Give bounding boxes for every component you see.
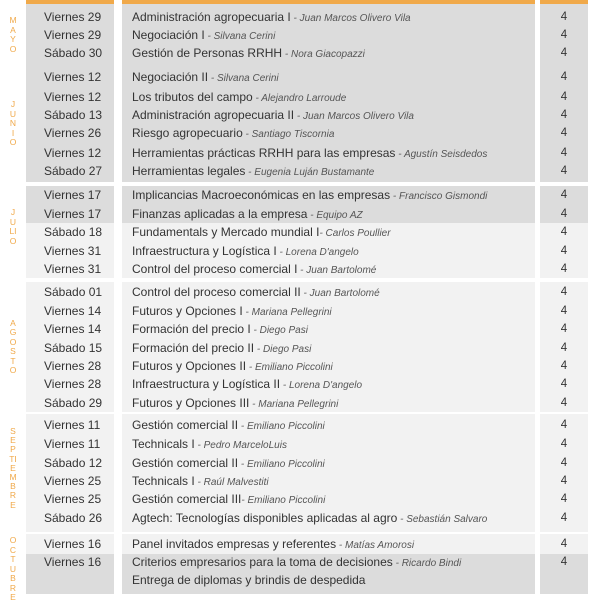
subject-title: Agtech: Tecnologías disponibles aplicadas al agro [132,511,398,525]
schedule-row [0,416,600,434]
session-topic [132,186,487,206]
subject-title: Administración agropecuaria I [132,10,291,24]
teacher-name: Emiliano Piccolini [246,459,325,470]
session-date: Viernes 12 [44,90,102,104]
subject-title: Riesgo agropecuario [132,126,243,140]
teacher-separator: - [282,49,291,60]
session-hours: 4 [560,556,568,568]
teacher-name: Ricardo Bindi [401,558,462,569]
schedule-row [0,490,600,508]
teacher-name: Emiliano Piccolini [254,362,333,373]
schedule-row [0,260,600,278]
teacher-name: Raúl Malvestiti [203,477,269,488]
session-topic [132,320,308,340]
subject-title: Administración agropecuaria II [132,108,295,122]
subject-title: Los tributos del campo [132,90,253,104]
subject-title: Negociación I [132,28,205,42]
subject-title: Infraestructura y Logística II [132,377,281,391]
session-date: Viernes 31 [44,244,102,258]
schedule-row [0,535,600,553]
teacher-separator: - [297,265,307,276]
session-hours: 4 [560,457,568,469]
session-date: Sábado 26 [44,511,103,525]
session-topic [132,535,414,555]
session-date: Viernes 28 [44,359,102,373]
month-label: AGOSTO [9,318,17,375]
teacher-name: Eugenia Luján Bustamante [254,167,375,178]
schedule-row [0,124,600,142]
teacher-separator: - [254,344,263,355]
session-hours: 4 [560,419,568,431]
teacher-name: Lorena D'angelo [288,380,363,391]
session-topic [132,394,338,414]
session-topic [132,490,325,510]
teacher-name: Juan Marcos Olivero Vila [302,111,414,122]
teacher-separator: - [300,288,310,299]
subject-title: Gestión comercial III [132,492,242,506]
session-date: Viernes 11 [44,418,101,432]
session-date: Viernes 17 [44,188,102,202]
schedule-row [0,454,600,472]
schedule-row [0,88,600,106]
schedule-row [0,472,600,490]
session-hours: 4 [560,91,568,103]
teacher-separator: - [242,307,252,318]
subject-title: Technicals I [132,474,195,488]
session-topic [132,302,332,322]
teacher-separator: - [245,167,255,178]
teacher-separator: - [307,210,317,221]
teacher-separator: - [252,93,262,104]
session-date: Viernes 16 [44,537,102,551]
teacher-separator: - [242,129,252,140]
session-topic [132,339,311,359]
teacher-name: Carlos Poullier [325,228,391,239]
teacher-name: Sebastián Salvaro [406,514,488,525]
month-label: JULIO [9,208,17,246]
session-topic [132,571,365,589]
subject-title: Futuros y Opciones III [132,396,250,410]
schedule-row [0,509,600,527]
subject-title: Control del proceso comercial II [132,285,301,299]
subject-title: Fundamentals y Mercado mundial I [132,225,320,239]
session-topic [132,162,374,182]
schedule-row [0,357,600,375]
teacher-name: Silvana Cerini [216,73,279,84]
schedule-row [0,339,600,357]
schedule-row [0,571,600,589]
session-date: Viernes 11 [44,437,101,451]
subject-title: Entrega de diplomas y brindis de despedida [132,573,366,587]
session-hours: 4 [560,263,568,275]
session-hours: 4 [560,47,568,59]
teacher-separator: - [204,31,214,42]
session-hours: 4 [560,226,568,238]
session-date: Viernes 31 [44,262,102,276]
session-hours: 4 [560,11,568,23]
session-topic [132,106,414,126]
subject-title: Formación del precio I [132,322,251,336]
session-date: Sábado 13 [44,108,103,122]
session-hours: 4 [560,29,568,41]
schedule-row [0,8,600,26]
schedule-row [0,223,600,241]
session-hours: 4 [560,512,568,524]
session-hours: 4 [560,147,568,159]
teacher-name: Agustín Seisdedos [403,149,488,160]
teacher-separator: - [290,13,300,24]
teacher-separator: - [238,459,247,470]
session-date: Sábado 12 [44,456,103,470]
session-hours: 4 [560,360,568,372]
session-topic [132,260,376,280]
teacher-separator: - [208,73,217,84]
session-hours: 4 [560,71,568,83]
teacher-name: Pedro MarceloLuis [203,440,287,451]
month-label: OCTUBRE [9,536,17,600]
teacher-separator: - [280,380,289,391]
teacher-name: Santiago Tiscornia [251,129,335,140]
session-date: Viernes 16 [44,555,102,569]
schedule-row [0,68,600,86]
session-date: Sábado 30 [44,46,103,60]
schedule-row [0,394,600,412]
teacher-name: Juan Marcos Olivero Vila [299,13,411,24]
session-hours: 4 [560,538,568,550]
session-hours: 4 [560,305,568,317]
session-date: Viernes 25 [44,492,102,506]
subject-title: Futuros y Opciones I [132,304,243,318]
teacher-separator: - [250,325,260,336]
subject-title: Criterios empresarios para la toma de decisiones [132,555,393,569]
teacher-name: Equipo AZ [316,210,363,221]
schedule-row [0,302,600,320]
session-topic [132,553,461,573]
session-date: Sábado 18 [44,225,103,239]
subject-title: Technicals I [132,437,195,451]
session-topic [132,144,487,164]
session-date: Sábado 29 [44,396,103,410]
teacher-name: Mariana Pellegrini [251,307,332,318]
subject-title: Herramientas legales [132,164,246,178]
schedule-row [0,106,600,124]
session-date: Sábado 01 [44,285,103,299]
schedule-row [0,26,600,44]
schedule-row [0,553,600,571]
teacher-name: Emiliano Piccolini [247,495,326,506]
session-date: Viernes 28 [44,377,102,391]
month-label: SEPTIEMBRE [9,427,17,510]
session-topic [132,454,325,474]
session-date: Viernes 17 [44,207,102,221]
subject-title: Herramientas prácticas RRHH para las empresas [132,146,396,160]
session-topic [132,357,333,377]
session-date: Sábado 27 [44,164,103,178]
session-topic [132,44,365,64]
teacher-name: Francisco Gismondi [399,191,488,202]
session-hours: 4 [560,109,568,121]
session-topic [132,124,334,144]
session-topic [132,26,275,46]
teacher-separator: - [194,440,204,451]
session-topic [132,223,391,243]
teacher-name: Alejandro Larroude [261,93,347,104]
subject-title: Gestión de Personas RRHH [132,46,283,60]
session-hours: 4 [560,323,568,335]
session-hours: 4 [560,397,568,409]
schedule-row [0,435,600,453]
subject-title: Control del proceso comercial I [132,262,298,276]
subject-title: Gestión comercial II [132,456,239,470]
teacher-name: Lorena D'angelo [285,247,359,258]
session-hours: 4 [560,342,568,354]
session-date: Sábado 15 [44,341,103,355]
teacher-separator: - [194,477,204,488]
teacher-name: Nora Giacopazzi [290,49,365,60]
schedule-row [0,375,600,393]
session-topic [132,509,487,529]
schedule-row [0,186,600,204]
subject-title: Formación del precio II [132,341,255,355]
session-date: Viernes 25 [44,474,102,488]
subject-title: Gestión comercial II [132,418,239,432]
session-hours: 4 [560,286,568,298]
session-topic [132,88,346,108]
session-topic [132,283,380,303]
session-topic [132,205,363,225]
session-hours: 4 [560,127,568,139]
session-hours: 4 [560,165,568,177]
teacher-name: Matías Amorosi [345,540,415,551]
teacher-name: Diego Pasi [259,325,308,336]
teacher-separator: - [276,247,286,258]
session-date: Viernes 12 [44,70,102,84]
teacher-separator: - [241,495,248,506]
session-topic [132,435,287,455]
session-hours: 4 [560,189,568,201]
subject-title: Infraestructura y Logística I [132,244,277,258]
session-hours: 4 [560,475,568,487]
schedule-row [0,320,600,338]
schedule-row [0,283,600,301]
session-date: Viernes 14 [44,304,102,318]
teacher-name: Mariana Pellegrini [258,399,339,410]
session-topic [132,8,411,28]
teacher-name: Juan Bartolomé [306,265,377,276]
session-date: Viernes 12 [44,146,102,160]
teacher-separator: - [319,228,326,239]
session-date: Viernes 29 [44,10,102,24]
teacher-name: Silvana Cerini [213,31,276,42]
teacher-separator: - [390,191,399,202]
subject-title: Implicancias Macroeconómicas en las empresas [132,188,391,202]
session-topic [132,242,359,262]
session-hours: 4 [560,493,568,505]
teacher-separator: - [294,111,303,122]
session-hours: 4 [560,438,568,450]
month-label: MAYO [9,16,17,54]
schedule-row [0,205,600,223]
session-date: Viernes 14 [44,322,102,336]
teacher-separator: - [392,558,402,569]
schedule-row [0,162,600,180]
session-hours: 4 [560,208,568,220]
session-topic [132,68,279,88]
session-topic [132,472,269,492]
session-topic [132,375,362,395]
teacher-name: Juan Bartolomé [309,288,380,299]
teacher-name: Diego Pasi [262,344,312,355]
teacher-name: Emiliano Piccolini [246,421,325,432]
subject-title: Negociación II [132,70,209,84]
session-date: Viernes 26 [44,126,102,140]
teacher-separator: - [336,540,345,551]
subject-title: Futuros y Opciones II [132,359,247,373]
teacher-separator: - [395,149,404,160]
subject-title: Finanzas aplicadas a la empresa [132,207,308,221]
schedule-row [0,144,600,162]
schedule-row [0,44,600,62]
teacher-separator: - [246,362,255,373]
session-hours: 4 [560,378,568,390]
session-topic [132,416,325,436]
teacher-separator: - [397,514,407,525]
month-label: JUNIO [9,100,17,148]
session-hours: 4 [560,245,568,257]
schedule-row [0,242,600,260]
subject-title: Panel invitados empresas y referentes [132,537,337,551]
session-date: Viernes 29 [44,28,102,42]
teacher-separator: - [238,421,247,432]
teacher-separator: - [249,399,259,410]
